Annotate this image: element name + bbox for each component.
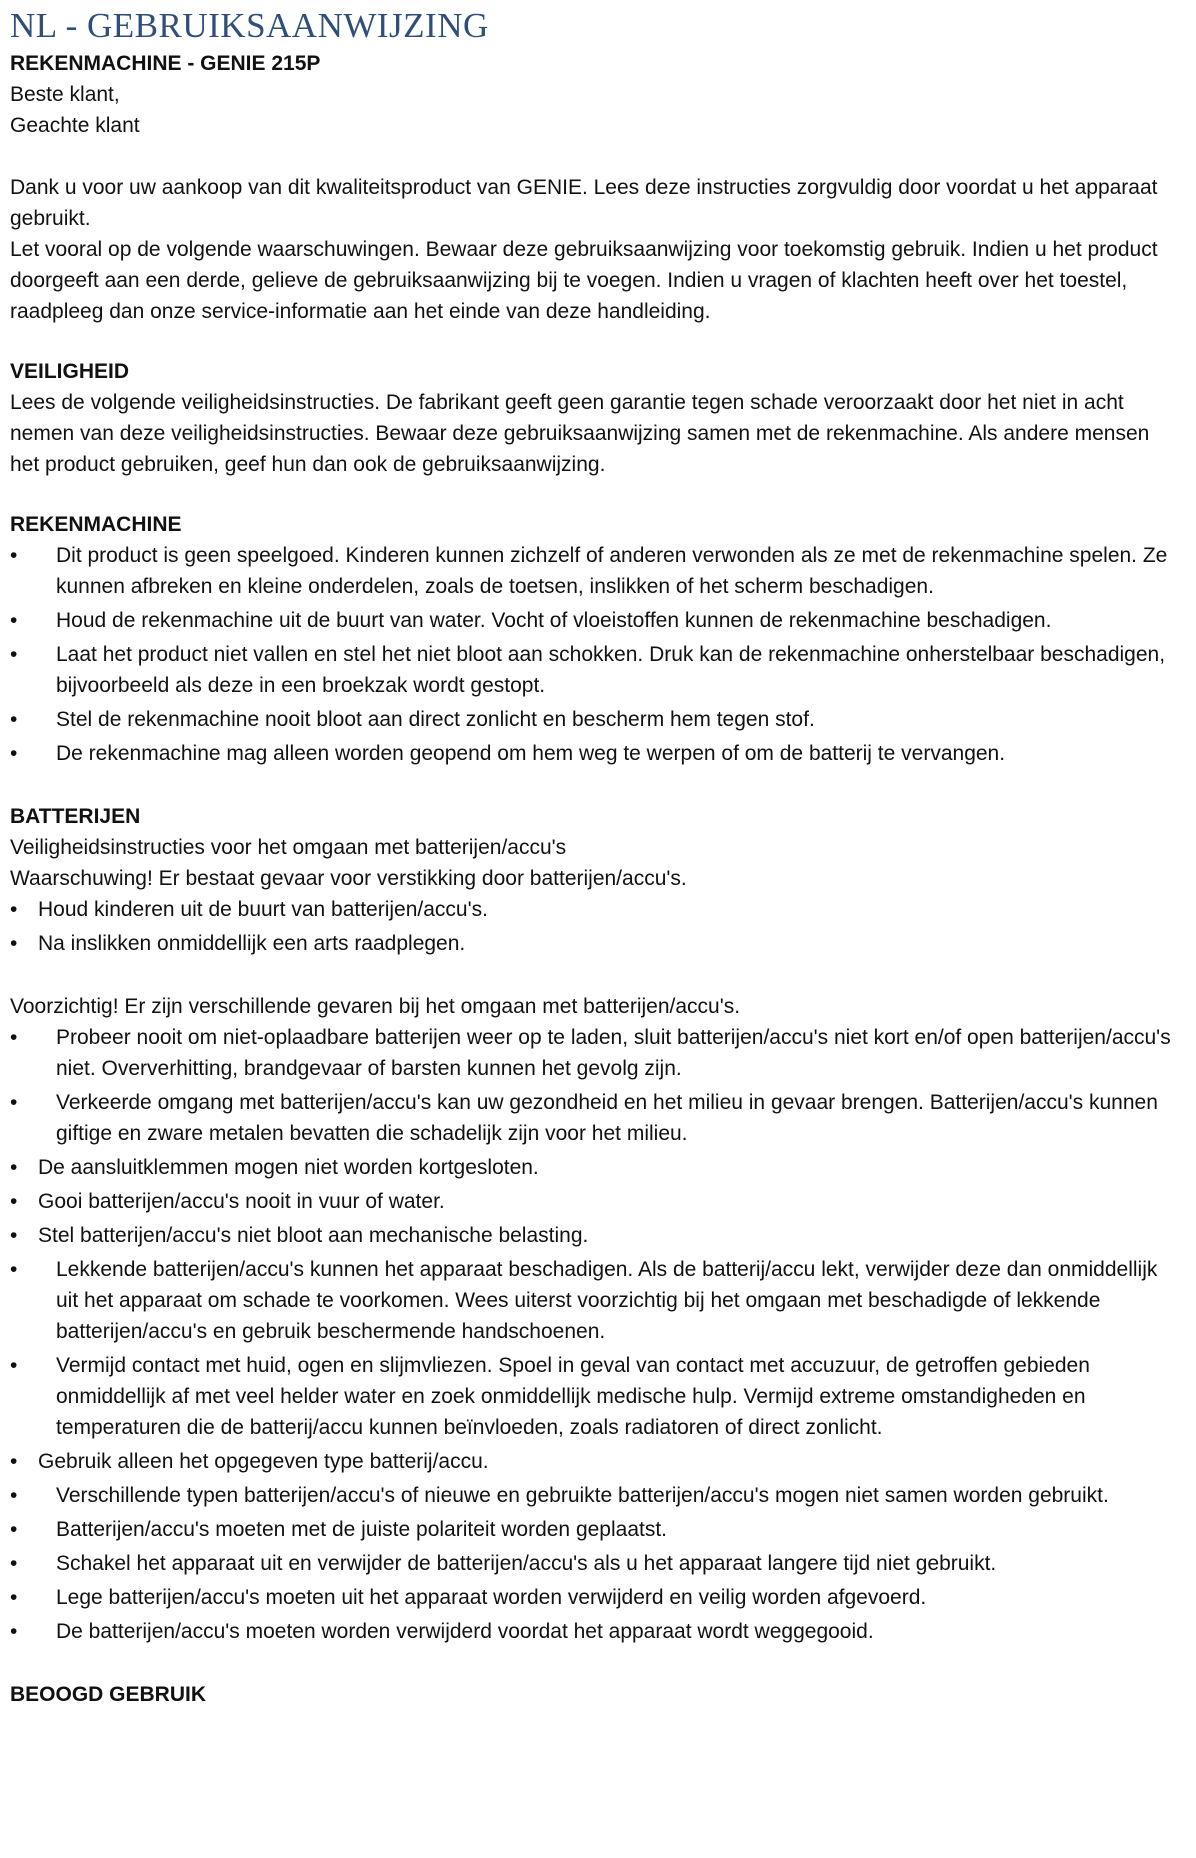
bullet-icon: • [10, 898, 18, 921]
list-item-text: Lekkende batterijen/accu's kunnen het apparaat beschadigen. Als de batterij/accu lekt, verwijder deze dan onmiddellijk uit het apparaat om schade te voorkomen. Wees uiterst voorzichtig bij het omgaan met beschadigde of lekkende batterijen/accu's en gebruik beschermende handschoenen. [56, 1258, 1158, 1343]
document-title: NL - GEBRUIKSAANWIJZING [10, 6, 489, 45]
list-item-text: Gooi batterijen/accu's nooit in vuur of water. [38, 1190, 445, 1213]
list-item [10, 1446, 1182, 1477]
bullet-icon: • [10, 1156, 18, 1179]
bullet-icon: • [10, 1190, 18, 1213]
list-item [10, 1480, 1182, 1511]
spacer [10, 962, 1182, 991]
list-item-text: Schakel het apparaat uit en verwijder de batterijen/accu's als u het apparaat langere tijd niet gebruikt. [56, 1552, 997, 1575]
list-item-text: Verschillende typen batterijen/accu's of nieuwe en gebruikte batterijen/accu's mogen niet samen worden gebruikt. [56, 1484, 1109, 1507]
batterijen-warning: Waarschuwing! Er bestaat gevaar voor verstikking door batterijen/accu's. [10, 867, 687, 890]
spacer [10, 772, 1182, 801]
section-heading-beoogd-gebruik: BEOOGD GEBRUIK [10, 1683, 207, 1706]
list-item-text: Batterijen/accu's moeten met de juiste polariteit worden geplaatst. [56, 1518, 668, 1541]
bullet-icon: • [10, 544, 18, 567]
intro-paragraph-2: Let vooral op de volgende waarschuwingen. Bewaar deze gebruiksaanwijzing voor toekomstig gebruik. Indien u het product doorgeeft aan een derde, gelieve de gebruiksaanwijzing bij te voegen. Indien u vragen of klachten heeft over het toestel, raadpleeg dan onze service-informatie aan het einde van deze handleiding. [10, 238, 1158, 323]
greeting-line-1: Beste klant, [10, 83, 120, 106]
list-item-text: Verkeerde omgang met batterijen/accu's kan uw gezondheid en het milieu in gevaar brengen. Batterijen/accu's kunnen giftige en zware metalen bevatten die schadelijk zijn voor het milieu. [56, 1091, 1158, 1145]
list-item-text: Vermijd contact met huid, ogen en slijmvliezen. Spoel in geval van contact met accuzuur, de getroffen gebieden onmiddellijk af met veel helder water en zoek onmiddellijk medische hulp. Vermijd extreme omstandigheden en temperaturen die de batterij/accu kunnen beïnvloeden, zoals radiatoren of direct zonlicht. [56, 1354, 1090, 1439]
bullet-icon: • [10, 1518, 18, 1541]
section-heading-batterijen: BATTERIJEN [10, 805, 141, 828]
bullet-icon: • [10, 1450, 18, 1473]
veiligheid-paragraph: Lees de volgende veiligheidsinstructies. De fabrikant geeft geen garantie tegen schade veroorzaakt door het niet in acht nemen van deze veiligheidsinstructies. Bewaar deze gebruiksaanwijzing samen met de rekenmachine. Als andere mensen het product gebruiken, geef hun dan ook de gebruiksaanwijzing. [10, 391, 1150, 476]
intro-paragraph: Dank u voor uw aankoop van dit kwaliteitsproduct van GENIE. Lees deze instructies zorgvuldig door voordat u het apparaat gebruikt. [10, 176, 1158, 230]
list-item [10, 704, 1182, 735]
bullet-icon: • [10, 1026, 18, 1049]
list-item [10, 605, 1182, 636]
list-item-text: Gebruik alleen het opgegeven type batterij/accu. [38, 1450, 489, 1473]
batterijen-list [10, 1022, 1182, 1647]
bullet-icon: • [10, 609, 18, 632]
list-item [10, 738, 1182, 769]
batterijen-warning-list [10, 894, 1182, 959]
list-item-text: De aansluitklemmen mogen niet worden kortgesloten. [38, 1156, 539, 1179]
spacer [10, 141, 1182, 172]
section-heading-veiligheid: VEILIGHEID [10, 360, 130, 383]
bullet-icon: • [10, 1552, 18, 1575]
bullet-icon: • [10, 932, 18, 955]
list-item [10, 928, 1182, 959]
list-item [10, 1186, 1182, 1217]
bullet-icon: • [10, 1224, 18, 1247]
bullet-icon: • [10, 742, 18, 765]
list-item [10, 1548, 1182, 1579]
bullet-icon: • [10, 708, 18, 731]
list-item [10, 1254, 1182, 1347]
document-page [10, 4, 1182, 1710]
bullet-icon: • [10, 1091, 18, 1114]
rekenmachine-list [10, 540, 1182, 769]
list-item [10, 1514, 1182, 1545]
list-item [10, 1616, 1182, 1647]
list-item-text: Dit product is geen speelgoed. Kinderen kunnen zichzelf of anderen verwonden als ze met de rekenmachine spelen. Ze kunnen afbreken en kleine onderdelen, zoals de toetsen, inslikken of het scherm beschadigen. [56, 544, 1168, 598]
list-item-text: De rekenmachine mag alleen worden geopend om hem weg te werpen of om de batterij te vervangen. [56, 742, 1006, 765]
bullet-icon: • [10, 1354, 18, 1377]
bullet-icon: • [10, 1258, 18, 1281]
spacer [10, 480, 1182, 509]
list-item-text: Lege batterijen/accu's moeten uit het apparaat worden verwijderd en veilig worden afgevoerd. [56, 1586, 927, 1609]
list-item-text: Houd de rekenmachine uit de buurt van water. Vocht of vloeistoffen kunnen de rekenmachine beschadigen. [56, 609, 1052, 632]
list-item-text: Stel de rekenmachine nooit bloot aan direct zonlicht en bescherm hem tegen stof. [56, 708, 815, 731]
bullet-icon: • [10, 643, 18, 666]
spacer [10, 327, 1182, 356]
list-item [10, 540, 1182, 602]
list-item [10, 1350, 1182, 1443]
section-heading-rekenmachine: REKENMACHINE [10, 513, 182, 536]
batterijen-caution: Voorzichtig! Er zijn verschillende gevaren bij het omgaan met batterijen/accu's. [10, 995, 741, 1018]
list-item-text: Probeer nooit om niet-oplaadbare batterijen weer op te laden, sluit batterijen/accu's niet kort en/of open batterijen/accu's niet. Oververhitting, brandgevaar of barsten kunnen het gevolg zijn. [56, 1026, 1171, 1080]
bullet-icon: • [10, 1620, 18, 1643]
batterijen-line-1: Veiligheidsinstructies voor het omgaan met batterijen/accu's [10, 836, 567, 859]
bullet-icon: • [10, 1484, 18, 1507]
list-item-text: Houd kinderen uit de buurt van batterijen/accu's. [38, 898, 488, 921]
list-item [10, 639, 1182, 701]
list-item-text: Laat het product niet vallen en stel het niet bloot aan schokken. Druk kan de rekenmachine onherstelbaar beschadigen, bijvoorbeeld als deze in een broekzak wordt gestopt. [56, 643, 1166, 697]
greeting-line-2: Geachte klant [10, 114, 140, 137]
bullet-icon: • [10, 1586, 18, 1609]
list-item [10, 1220, 1182, 1251]
list-item [10, 1087, 1182, 1149]
list-item [10, 1582, 1182, 1613]
list-item [10, 1152, 1182, 1183]
list-item [10, 1022, 1182, 1084]
list-item-text: Stel batterijen/accu's niet bloot aan mechanische belasting. [38, 1224, 589, 1247]
spacer [10, 1650, 1182, 1679]
list-item-text: De batterijen/accu's moeten worden verwijderd voordat het apparaat wordt weggegooid. [56, 1620, 874, 1643]
list-item [10, 894, 1182, 925]
list-item-text: Na inslikken onmiddellijk een arts raadplegen. [38, 932, 466, 955]
document-subtitle: REKENMACHINE - GENIE 215P [10, 52, 321, 75]
